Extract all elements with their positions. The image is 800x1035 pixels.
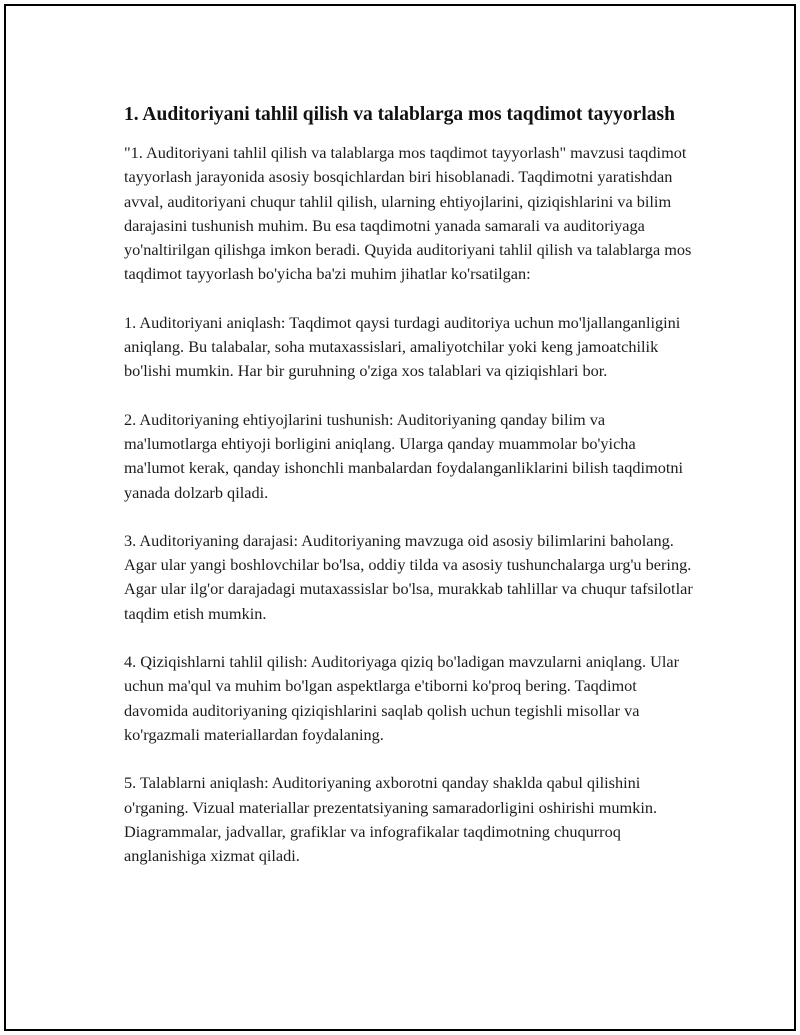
document-body <box>124 101 696 892</box>
paragraph-audience-level: 3. Auditoriyaning darajasi: Auditoriyaning mavzuga oid asosiy bilimlarini baholang. Agar ular yangi boshlovchilar bo'lsa, oddiy tilda va asosiy tushunchalarga urg'u bering. Agar ular ilg'or darajadagi mutaxassislar bo'lsa, murakkab tahlillar va chuqur tafsilotlar taqdim etish mumkin. <box>124 530 693 623</box>
intro-paragraph: "1. Auditoriyani tahlil qilish va talablarga mos taqdimot tayyorlash" mavzusi taqdimot tayyorlash jarayonida asosiy bosqichlardan biri hisoblanadi. Taqdimotni yaratishdan avval, auditoriyani chuqur tahlil qilish, ularning ehtiyojlarini, qiziqishlarini va bilim darajasini tushunish muhim. Bu esa taqdimotni yanada samarali va auditoriyaga yo'naltirilgan qilishga imkon beradi. Quyida auditoriyani tahlil qilish va talablarga mos taqdimot tayyorlash bo'yicha ba'zi muhim jihatlar ko'rsatilgan: <box>124 143 692 284</box>
paragraph-audience-identification: 1. Auditoriyani aniqlash: Taqdimot qaysi turdagi auditoriya uchun mo'ljallanganligini aniqlang. Bu talabalar, soha mutaxassislari, amaliyotchilar yoki keng jamoatchilik bo'lishi mumkin. Har bir guruhning o'ziga xos talablari va qiziqishlari bor. <box>124 312 681 381</box>
page-frame <box>4 4 796 1031</box>
paragraph-interests-analysis: 4. Qiziqishlarni tahlil qilish: Auditoriyaga qiziq bo'ladigan mavzularni aniqlang. Ular uchun ma'qul va muhim bo'lgan aspektlarga e'tiborni ko'proq bering. Taqdimot davomida auditoriyaning qiziqishlarini saqlab qolish uchun tegishli misollar va ko'rgazmali materiallardan foydalaning. <box>124 652 680 744</box>
document-title: 1. Auditoriyani tahlil qilish va talablarga mos taqdimot tayyorlash <box>124 104 675 125</box>
paragraph-requirements: 5. Talablarni aniqlash: Auditoriyaning axborotni qanday shaklda qabul qilishini o'rganing. Vizual materiallar prezentatsiyaning samaradorligini oshirishi mumkin. Diagrammalar, jadvallar, grafiklar va infografikalar taqdimotning chuqurroq anglanishiga xizmat qiladi. <box>124 773 658 866</box>
paragraph-audience-needs: 2. Auditoriyaning ehtiyojlarini tushunish: Auditoriyaning qanday bilim va ma'lumotlarga ehtiyoji borligini aniqlang. Ularga qanday muammolar bo'yicha ma'lumot kerak, qanday ishonchli manbalardan foydalanganliklarini bilish taqdimotni yanada dolzarb qiladi. <box>124 409 684 502</box>
